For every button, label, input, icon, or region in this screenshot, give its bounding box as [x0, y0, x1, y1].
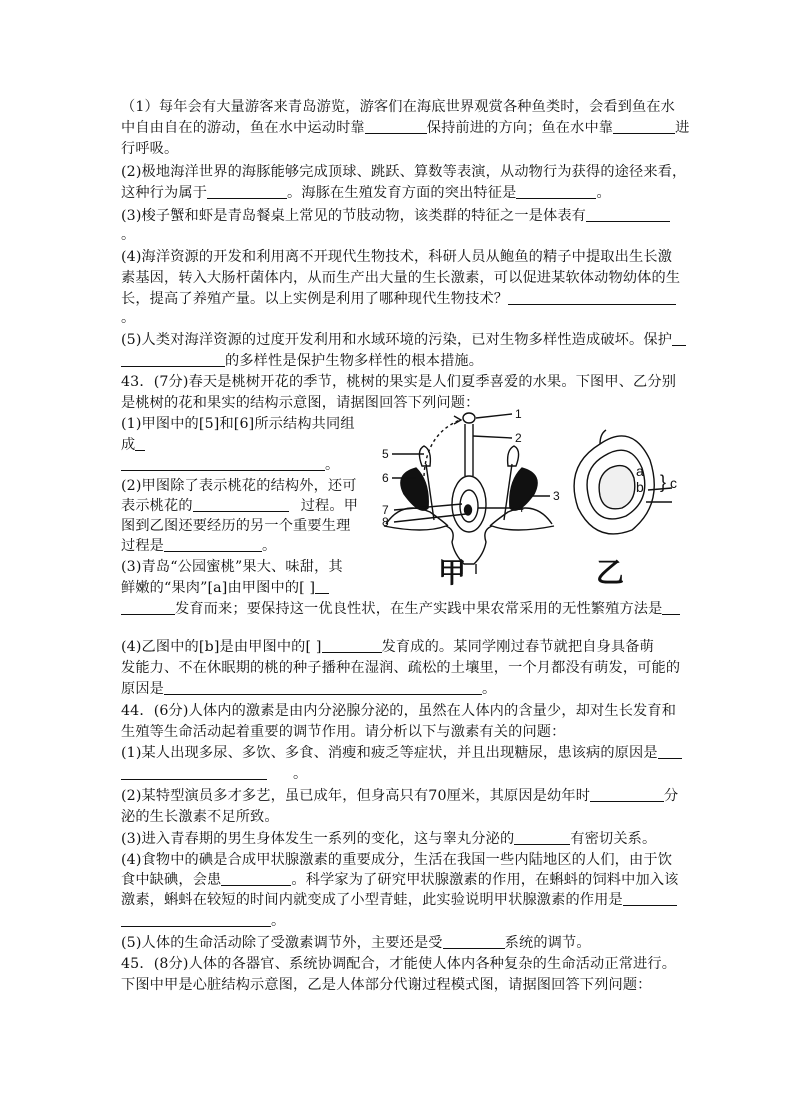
q43-s1-line1: (1)甲图中的[5]和[6]所示结构共同组	[121, 416, 355, 432]
fruit-diagram	[574, 430, 672, 534]
answer-blank[interactable]	[365, 119, 427, 134]
q42-p4-line2: 素基因，转入大肠杆菌体内，从而生产出大量的生长激素，可以促进某软体动物幼体的生	[121, 270, 681, 286]
q43-s4-line2: 发能力、不在休眠期的桃的种子播种在湿润、疏松的土壤里，一个月都没有萌发，可能的	[121, 660, 681, 676]
answer-blank[interactable]	[623, 891, 677, 906]
answer-blank[interactable]	[590, 787, 664, 802]
answer-blank[interactable]	[135, 436, 145, 451]
q42-p5-line1: (5)人类对海洋资源的过度开发利用和水域环境的污染，已对生物多样性造成破坏。保护	[121, 330, 686, 350]
answer-blank[interactable]	[221, 871, 291, 886]
answer-blank[interactable]	[193, 497, 289, 512]
q43-s2-line1: (2)甲图除了表示桃花的结构外，还可	[121, 478, 357, 494]
label-b: b	[636, 479, 644, 495]
q42-p4-line1: (4)海洋资源的开发和利用离不开现代生物技术，科研人员从鲍鱼的精子中提取出生长激	[121, 249, 673, 265]
label-7: 7	[382, 503, 389, 517]
answer-blank[interactable]	[322, 638, 382, 653]
q42-p1-line3: 行呼吸。	[121, 141, 179, 157]
label-2: 2	[515, 431, 522, 445]
q43-s3-line2: 鲜嫩的“果肉”[a]由甲图中的[ ]	[121, 578, 329, 598]
answer-blank[interactable]	[315, 579, 329, 594]
label-c: c	[670, 475, 677, 491]
q44-s1-line1: (1)某人出现多尿、多饮、多食、消瘦和疲乏等症状，并且出现糖尿，患该病的原因是	[121, 743, 682, 763]
q42-p3-line1: (3)梭子蟹和虾是青岛餐桌上常见的节肢动物，该类群的特征之一是体表有	[121, 206, 670, 226]
q44-heading-line1: 44．(6分)人体内的激素是由内分泌腺分泌的，虽然在人体内的含量少，却对生长发育和	[121, 703, 677, 719]
q44-s2-line2: 泌的生长激素不足所致。	[121, 809, 279, 825]
label-3: 3	[553, 489, 560, 503]
label-4: 4	[517, 501, 524, 515]
answer-blank[interactable]	[164, 680, 482, 695]
q45-heading-line2: 下图中甲是心脏结构示意图，乙是人体部分代谢过程模式图，请据图回答下列问题：	[121, 977, 652, 993]
q44-s5-line1: (5)人体的生命活动除了受激素调节外，主要还是受 系统的调节。	[121, 935, 591, 951]
q43-s1-line3: 。	[121, 455, 339, 475]
answer-blank[interactable]	[121, 456, 325, 471]
q43-s4-line1: (4)乙图中的[b]是由甲图中的[ ] 发育成的。某同学刚过春节就把自身具备萌	[121, 639, 654, 655]
q42-p1-line1: （1）每年会有大量游客来青岛游览，游客们在海底世界观赏各种鱼类时，会看到鱼在水	[121, 99, 676, 115]
q44-s4-line1: (4)食物中的碘是合成甲状腺激素的重要成分，生活在我国一些内陆地区的人们，由于饮	[121, 852, 673, 868]
answer-blank[interactable]	[516, 184, 596, 199]
q42-p3-line2: 。	[121, 227, 136, 243]
q44-heading-line2: 生殖等生命活动起着重要的调节作用。请分析以下与激素有关的问题：	[121, 724, 566, 740]
label-a: a	[636, 463, 644, 479]
q45-heading-line1: 45．(8分)人体的各器官、系统协调配合，才能使人体内各种复杂的生命活动正常进行。	[121, 956, 677, 972]
answer-blank[interactable]	[121, 765, 267, 780]
label-8: 8	[382, 515, 389, 529]
answer-blank[interactable]	[164, 537, 262, 552]
q42-p4-line3: 长，提高了养殖产量。以上实例是利用了哪种现代生物技术？	[121, 289, 676, 309]
q43-s3-line3: 发育而来；要保持这一优良性状，在生产实践中果农常采用的无性繁殖方法是	[121, 599, 680, 619]
q44-s3-line1: (3)进入青春期的男生身体发生一系列的变化，这与睾丸分泌的 有密切关系。	[121, 831, 657, 847]
peach-flower-fruit-figure	[364, 404, 680, 590]
answer-blank[interactable]	[662, 600, 680, 615]
figure-label-jia: 甲	[438, 556, 467, 589]
q43-s4-line3: 原因是 。	[121, 681, 497, 697]
q43-s3-line1: (3)青岛“公园蜜桃”果大、味甜，其	[121, 559, 343, 575]
q43-s2-line2: 表示桃花的 过程。甲	[121, 498, 359, 514]
label-5: 5	[382, 447, 389, 461]
label-1: 1	[515, 407, 522, 421]
brace-c: }	[660, 472, 667, 492]
q42-p4-line4: 。	[121, 310, 136, 326]
label-6: 6	[382, 471, 389, 485]
figure-label-yi: 乙	[596, 556, 625, 589]
q44-s4-line4: 。	[121, 911, 285, 931]
q44-s2-line1: (2)某特型演员多才多艺，虽已成年，但身高只有70厘米，其原因是幼年时 分	[121, 788, 679, 804]
answer-blank[interactable]	[207, 184, 287, 199]
q44-s1-line2: 。	[121, 764, 307, 784]
answer-blank[interactable]	[121, 912, 271, 927]
answer-blank[interactable]	[658, 744, 682, 759]
answer-blank[interactable]	[672, 331, 686, 346]
answer-blank[interactable]	[121, 600, 175, 615]
q42-p2-line2: 这种行为属于 。海豚在生殖发育方面的突出特征是 。	[121, 185, 611, 201]
q43-heading-line1: 43．(7分)春天是桃树开花的季节，桃树的果实是人们夏季喜爱的水果。下图甲、乙分别	[121, 374, 677, 390]
q43-s2-line4: 过程是 。	[121, 538, 277, 554]
answer-blank[interactable]	[121, 352, 225, 367]
answer-blank[interactable]	[508, 290, 676, 305]
q44-s4-line3: 激素，蝌蚪在较短的时间内就变成了小型青蛙，此实验说明甲状腺激素的作用是	[121, 890, 677, 910]
answer-blank[interactable]	[586, 207, 670, 222]
q43-heading-line2: 是桃树的花和果实的结构示意图，请据图回答下列问题：	[121, 395, 480, 411]
q42-p5-line2: 的多样性是保护生物多样性的根本措施。	[121, 351, 483, 371]
flower-diagram	[384, 413, 554, 574]
answer-blank[interactable]	[613, 119, 675, 134]
q43-s1-line2: 成	[121, 435, 145, 455]
q42-p1-line2: 中自由自在的游动，鱼在水中运动时靠 保持前进的方向；鱼在水中靠 进	[121, 120, 690, 136]
answer-blank[interactable]	[514, 830, 570, 845]
q43-s2-line3: 图到乙图还要经历的另一个重要生理	[121, 518, 351, 534]
q42-p2-line1: (2)极地海洋世界的海豚能够完成顶球、跳跃、算数等表演，从动物行为获得的途径来看，	[121, 164, 687, 180]
answer-blank[interactable]	[443, 934, 505, 949]
q44-s4-line2: 食中缺碘，会患 。科学家为了研究甲状腺激素的作用，在蝌蚪的饲料中加入该	[121, 872, 679, 888]
